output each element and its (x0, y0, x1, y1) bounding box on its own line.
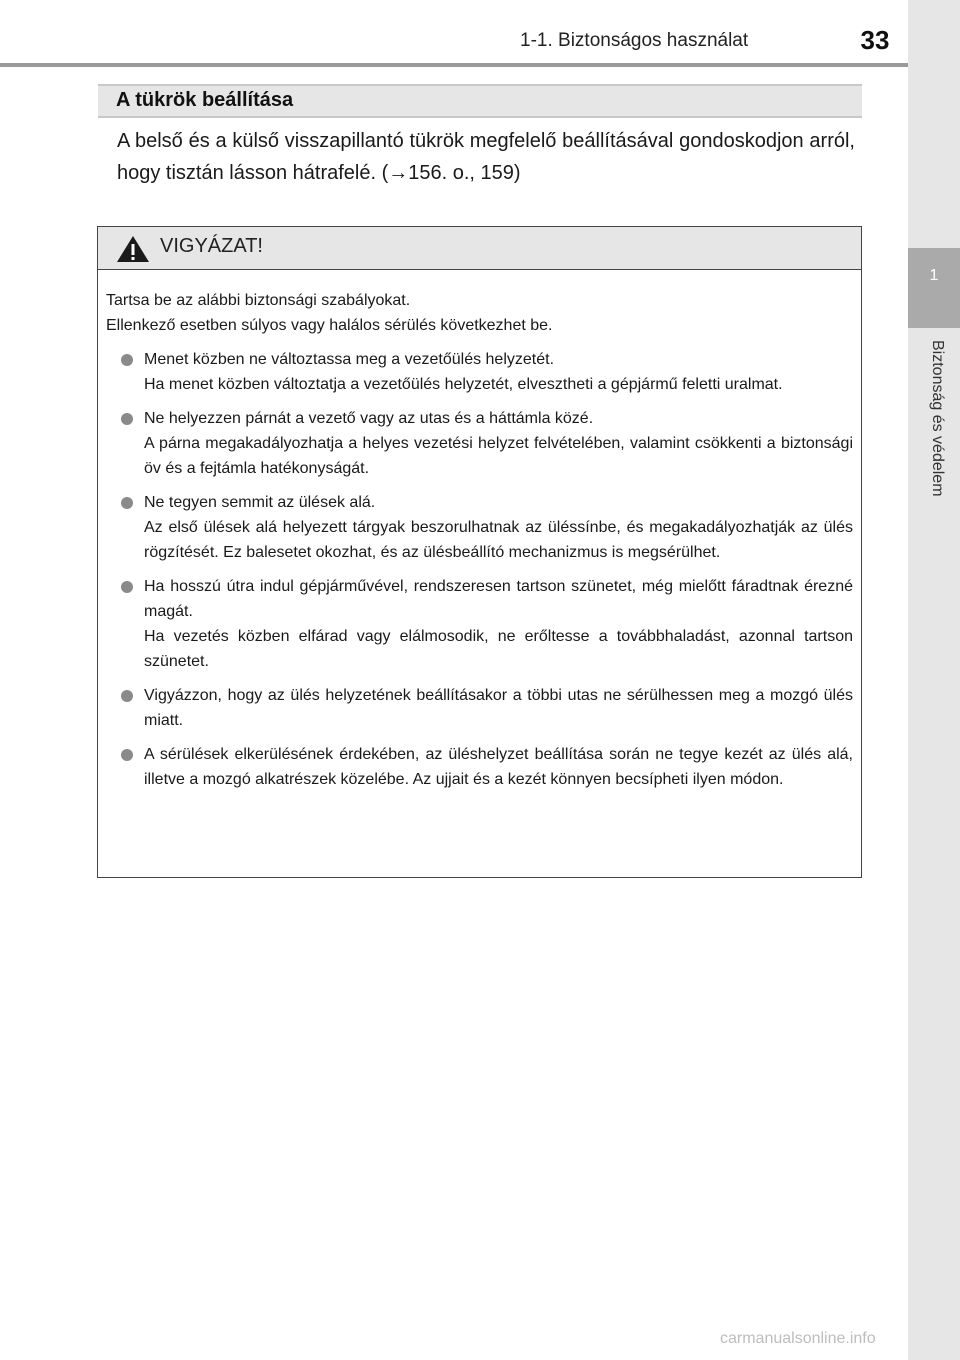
chapter-side-tab (908, 0, 960, 1360)
warning-intro-line: Tartsa be az alábbi biztonsági szabályokat. (106, 292, 411, 309)
header-section-title: 1-1. Biztonságos használat (520, 30, 749, 51)
warning-item-line: Ha menet közben változtatja a vezetőülés helyzetét, elvesztheti a gépjármű feletti uralmat. (144, 376, 783, 393)
section-heading (98, 84, 862, 118)
watermark: carmanualsonline.info (720, 1330, 876, 1347)
warning-item-line: Ha hosszú útra indul gépjárművével, rendszeresen tartson szünetet, még mielőtt fáradtnak érezné magát. (144, 578, 853, 620)
bullet-dot-icon (121, 749, 133, 761)
chapter-number: 1 (929, 267, 939, 284)
warning-item (106, 347, 853, 397)
warning-item-line: A párna megakadályozhatja a helyes vezetési helyzet felvételében, valamint csökkenti a biztonsági öv és a fejtámla hatékonyságát. (144, 435, 853, 477)
warning-item-line: Vigyázzon, hogy az ülés helyzetének beállításakor a többi utas ne sérülhessen meg a mozgó ülés miatt. (144, 687, 853, 729)
warning-item (106, 490, 853, 565)
bullet-dot-icon (121, 497, 133, 509)
warning-item (106, 742, 853, 792)
warning-item-line: Ha vezetés közben elfárad vagy elálmosodik, ne erőltesse a továbbhaladást, azonnal tartson szünetet. (144, 628, 853, 670)
warning-title: VIGYÁZAT! (160, 235, 263, 257)
warning-intro (106, 288, 853, 338)
bullet-dot-icon (121, 413, 133, 425)
warning-body (98, 270, 861, 792)
warning-item (106, 406, 853, 481)
warning-intro-line: Ellenkező esetben súlyos vagy halálos sérülés következhet be. (106, 317, 553, 334)
warning-item (106, 683, 853, 733)
bullet-dot-icon (121, 690, 133, 702)
warning-item (106, 574, 853, 674)
bullet-dot-icon (121, 354, 133, 366)
section-intro: A belső és a külső visszapillantó tükrök megfelelő beállításával gondoskodjon arról, hogy tisztán lásson hátrafelé. (→156. o., 159) (117, 130, 855, 184)
header-divider (0, 63, 908, 67)
chapter-marker (908, 248, 960, 328)
page-number: 33 (860, 25, 890, 55)
section-heading-text: A tükrök beállítása (116, 89, 294, 111)
warning-item-line: Ne tegyen semmit az ülések alá. (144, 494, 376, 511)
warning-item-line: A sérülések elkerülésének érdekében, az üléshelyzet beállítása során ne tegye kezét az ülés alá, illetve a mozgó alkatrészek közelébe. Az ujjait és a kezét könnyen becsípheti ilyen módon. (144, 746, 853, 788)
warning-triangle-icon (116, 235, 150, 263)
bullet-dot-icon (121, 581, 133, 593)
warning-item-line: Az első ülések alá helyezett tárgyak beszorulhatnak az üléssínbe, és megakadályozhatják az ülés rögzítését. Ez balesetet okozhat, és az ülésbeállító mechanizmus is megsérülhet. (144, 519, 853, 561)
chapter-label: Biztonság és védelem (929, 340, 946, 497)
warning-header (98, 227, 861, 270)
warning-box (97, 226, 862, 878)
warning-item-line: Ne helyezzen párnát a vezető vagy az utas és a háttámla közé. (144, 410, 594, 427)
warning-item-line: Menet közben ne változtassa meg a vezetőülés helyzetét. (144, 351, 555, 368)
